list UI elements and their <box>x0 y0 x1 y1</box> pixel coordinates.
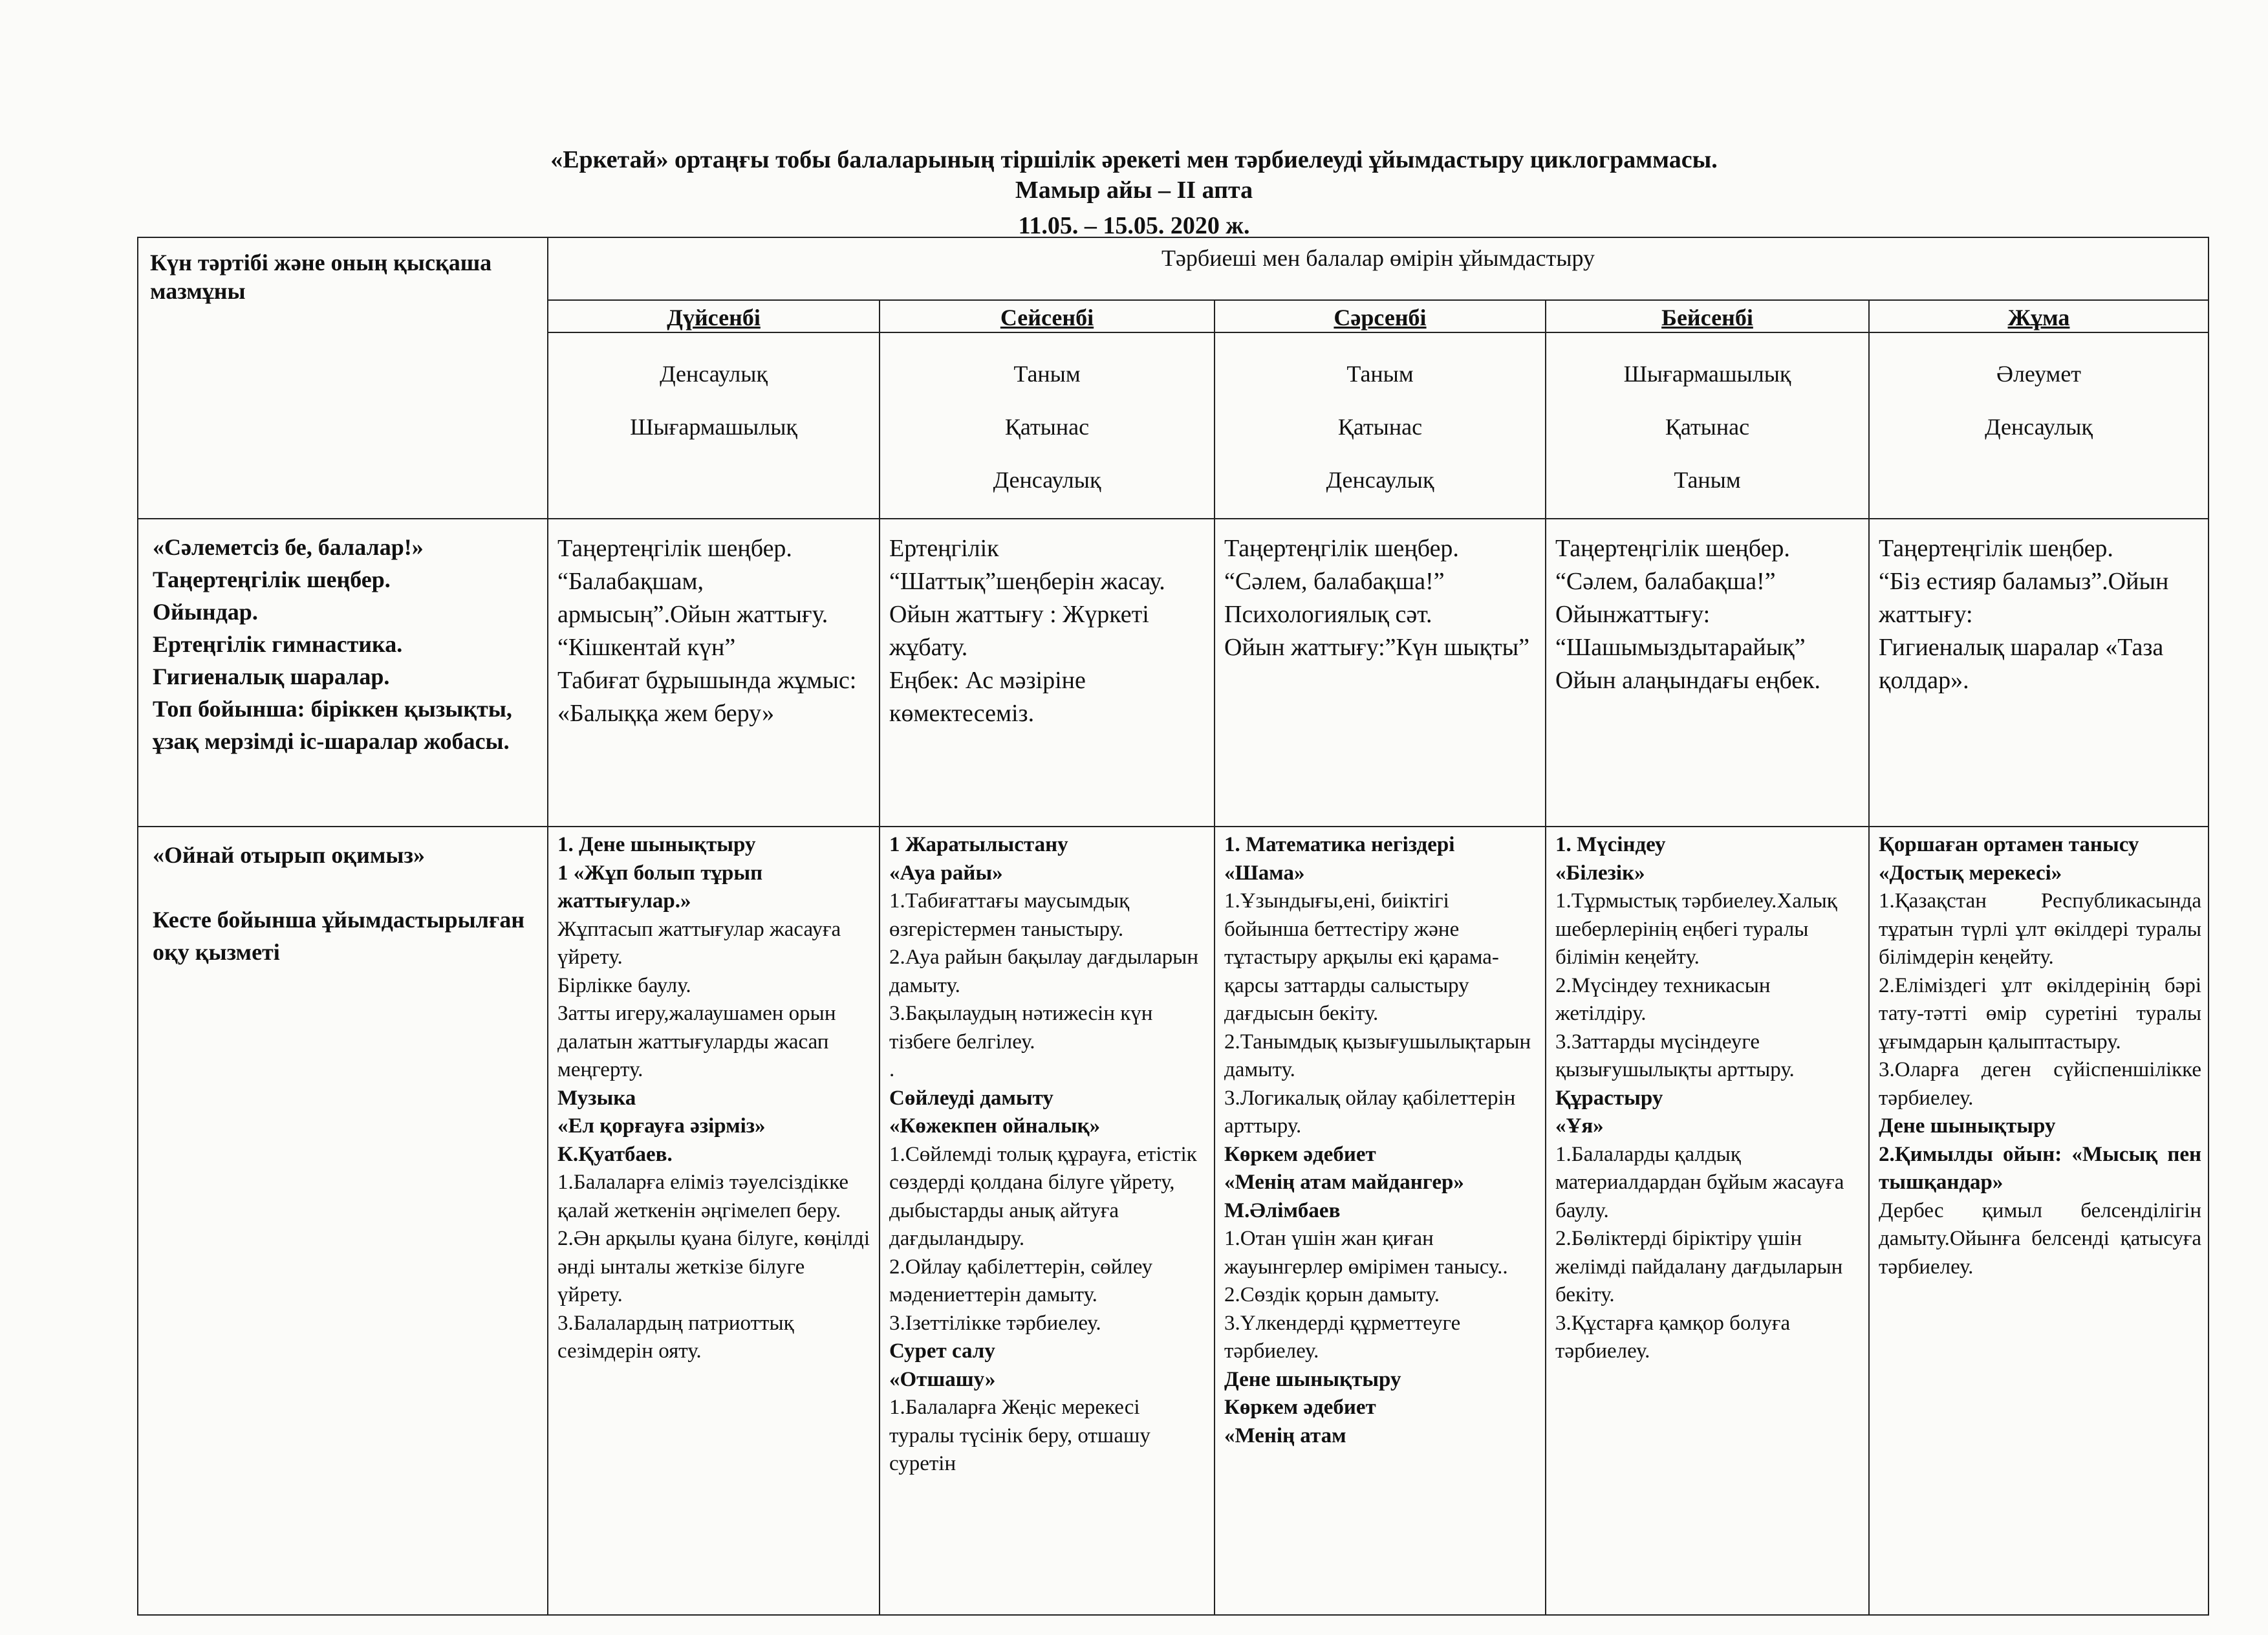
cell-line: Табиғат бұрышында жұмыс: «Балыққа жем беру» <box>557 667 857 727</box>
lesson-heading: «Достық мерекесі» <box>1879 861 2062 885</box>
lesson-heading: 1. Математика негіздері <box>1224 833 1455 856</box>
lesson-line: Жұптасып жаттығулар жасауға үйрету. <box>557 917 841 969</box>
lesson-heading: Көркем әдебиет <box>1224 1396 1376 1419</box>
lessons-monday <box>548 827 879 1370</box>
cell-line: Психологиялық сәт. <box>1224 601 1432 628</box>
lesson-line: Затты игеру,жалаушамен орын далатын жаттығуларды жасап меңгерту. <box>557 1002 836 1081</box>
morning-tuesday <box>880 519 1214 734</box>
lesson-heading: 1. Мүсіндеу <box>1555 833 1666 856</box>
cell-line: Ойындар. <box>153 599 258 625</box>
lesson-line: 1.Тұрмыстық тәрбиелеу.Халық шеберлерінің еңбегі туралы білімін кеңейту. <box>1555 889 1837 969</box>
lessons-wednesday <box>1215 827 1545 1454</box>
lesson-heading: 1 «Жұп болып тұрып жаттығулар.» <box>557 861 763 913</box>
cell-line: Таңертеңгілік шеңбер. <box>1879 535 2113 562</box>
lesson-line: 1.Балаларға Жеңіс мерекесі туралы түсінік беру, отшашу суретін <box>889 1396 1150 1475</box>
areas-wednesday <box>1215 333 1545 495</box>
morning-thursday <box>1546 519 1868 701</box>
cell-line: Таңертеңгілік шеңбер. <box>1555 535 1790 562</box>
cell-line: Таңертеңгілік шеңбер. <box>557 535 792 562</box>
cell-line: Таңертеңгілік шеңбер. <box>1224 535 1459 562</box>
cell-line: Ойынжаттығу: <box>1555 601 1711 628</box>
cell-line: Ойын жаттығу : Жүркеті жұбату. <box>889 601 1149 661</box>
lesson-heading: «Көжекпен ойналық» <box>889 1114 1101 1138</box>
page-subtitle-month: Мамыр айы – ІІ апта <box>1015 177 1253 204</box>
lesson-heading: «Отшашу» <box>889 1367 996 1391</box>
lesson-heading: Музыка <box>557 1086 636 1110</box>
lessons-label-title: «Ойнай отырып оқимыз» <box>153 842 425 868</box>
cell-line: Таным <box>1013 361 1081 387</box>
cell-line: Денсаулық <box>660 361 768 387</box>
cyclogram-table <box>137 237 2209 1616</box>
cell-line: Шығармашылық <box>630 414 797 440</box>
page-title: «Еркетай» ортаңғы тобы балаларының тіршілік әрекеті мен тәрбиелеуді ұйымдастыру циклограммасы. <box>550 146 1718 173</box>
lesson-line: 1.Табиғаттағы маусымдық өзгерістермен таныстыру. <box>889 889 1130 941</box>
lesson-heading: «Шама» <box>1224 861 1305 885</box>
lesson-line: 2.Ән арқылы қуана білуге, көңілді әнді ынталы жеткізе білуге үйрету. <box>557 1227 870 1306</box>
lesson-heading: 2.Қимылды ойын: «Мысық пен тышқандар» <box>1879 1142 2201 1194</box>
lesson-line: 3.Құстарға қамқор болуға тәрбиелеу. <box>1555 1311 1791 1363</box>
lessons-row <box>138 827 2209 1615</box>
lesson-line: 2.Ойлау қабілеттерін, сөйлеу мәдениеттерін дамыту. <box>889 1255 1153 1306</box>
lesson-heading: Құрастыру <box>1555 1086 1663 1110</box>
day-tuesday: Сейсенбі <box>1000 305 1094 330</box>
lesson-heading: «Ел қорғауға әзірміз» К.Қуатбаев. <box>557 1114 766 1166</box>
lesson-line: 1.Ұзындығы,ені, биіктігі бойынша беттестіру және тұтастыру арқылы екі қарама-қарсы заттарды салыстыру дағдысын бекіту. <box>1224 889 1499 1025</box>
morning-label <box>138 519 547 761</box>
day-monday: Дүйсенбі <box>667 305 761 330</box>
lesson-heading: «Ауа райы» <box>889 861 1003 885</box>
cell-line: Гигиеналық шаралар. <box>153 664 390 689</box>
left-header: Күн тәртібі және оның қысқаша мазмұны <box>150 250 492 304</box>
lesson-line: 2.Ауа райын бақылау дағдыларын дамыту. <box>889 946 1199 997</box>
lesson-line: 1.Балаларға еліміз тәуелсіздікке қалай жеткенін әңгімелеп беру. <box>557 1171 849 1222</box>
lesson-line: 3.Бақылаудың нәтижесін күн тізбеге белгілеу. <box>889 1002 1153 1054</box>
areas-monday <box>548 333 879 442</box>
lessons-friday <box>1870 827 2208 1285</box>
top-header-cell <box>548 237 2209 300</box>
cell-line: “Балабақшам, армысың”.Ойын жаттығу. “Кішкентай күн” <box>557 568 828 661</box>
lesson-line: 2.Еліміздегі ұлт өкілдерінің бәрі тату-тәтті өмір суретіні туралы ұғымдарын қалыптастыру. <box>1879 973 2201 1054</box>
cell-line: “Сәлем, балабақша!” <box>1555 568 1776 595</box>
lesson-heading: Қоршаған ортамен танысу <box>1879 833 2139 856</box>
cell-line: Қатынас <box>1665 414 1750 440</box>
lesson-line: Бірлікке баулу. <box>557 973 691 997</box>
areas-friday <box>1870 333 2208 442</box>
lesson-line: 1.Отан үшін жан қиған жауынгерлер өмірімен танысу.. 2.Сөздік қорын дамыту. 3.Үлкендерді құрметтеуге тәрбиелеу. <box>1224 1227 1508 1363</box>
lesson-line: 3.Оларға деген сүйіспеншілікке тәрбиелеу. <box>1879 1058 2201 1110</box>
cell-line: Шығармашылық <box>1623 361 1791 387</box>
cell-line: Әлеумет <box>1996 361 2082 387</box>
lesson-line: 1.Сөйлемді толық құрауға, етістік сөздерді қолдана білуге үйрету, дыбыстарды анық айтуға дағдыландыру. <box>889 1142 1197 1250</box>
lesson-heading: Сөйлеуді дамыту <box>889 1086 1053 1110</box>
lesson-heading: 1 Жаратылыстану <box>889 833 1068 856</box>
lessons-label-sub: Кесте бойынша ұйымдастырылған оқу қызметі <box>153 907 525 965</box>
page-subtitle-dates: 11.05. – 15.05. 2020 ж. <box>1018 212 1250 239</box>
lessons-thursday <box>1546 827 1868 1370</box>
lesson-heading: Көркем әдебиет <box>1224 1142 1376 1166</box>
lessons-tuesday <box>880 827 1214 1482</box>
lesson-line: 3.Заттарды мүсіндеуге қызығушылықты арттыру. <box>1555 1030 1795 1081</box>
lesson-line: 2.Танымдық қызығушылықтарын дамыту. <box>1224 1030 1531 1081</box>
cell-line: Ойын алаңындағы еңбек. <box>1555 667 1821 694</box>
cell-line: Гигиеналық шаралар «Таза қолдар». <box>1879 634 2164 694</box>
lesson-heading: Дене шынықтыру <box>1879 1114 2056 1138</box>
lesson-line: 2.Мүсіндеу техникасын жетілдіру. <box>1555 973 1771 1025</box>
cell-line: Еңбек: Ас мәзіріне көмектесеміз. <box>889 667 1086 727</box>
morning-monday <box>548 519 879 734</box>
lessons-label <box>138 827 547 972</box>
lesson-line: . <box>889 1058 895 1081</box>
cell-line: Таным <box>1674 467 1741 493</box>
cell-line: Денсаулық <box>1985 414 2093 440</box>
cell-line: Ойын жаттығу:”Күн шықты” <box>1224 634 1529 661</box>
lesson-line: Дербес қимыл белсенділігін дамыту.Ойынға белсенді қатысуға тәрбиелеу. <box>1879 1198 2201 1279</box>
cell-line: Ертеңгілік гимнастика. <box>153 631 403 657</box>
lesson-line: 3.Балалардың патриоттық сезімдерін ояту. <box>557 1311 794 1363</box>
lesson-line: 2.Бөліктерді біріктіру үшін желімді пайдалану дағдыларын бекіту. <box>1555 1227 1843 1306</box>
cell-line: «Сәлеметсіз бе, балалар!» <box>153 534 424 560</box>
cell-line: “Сәлем, балабақша!” <box>1224 568 1445 595</box>
lesson-line: 1.Қазақстан Республикасында тұратын түрлі ұлт өкілдері туралы білімдерін кеңейту. <box>1879 889 2201 969</box>
morning-wednesday <box>1215 519 1545 668</box>
lesson-heading: «Менің атам <box>1224 1424 1346 1447</box>
cell-line: Таңертеңгілік шеңбер. <box>153 567 391 592</box>
lesson-line: 3.Ізеттілікке тәрбиелеу. <box>889 1311 1101 1335</box>
top-header: Тәрбиеші мен балалар өмірін ұйымдастыру <box>1161 245 1595 271</box>
cell-line: “Біз естияр баламыз”.Ойын жаттығу: <box>1879 568 2169 628</box>
day-thursday: Бейсенбі <box>1661 305 1753 330</box>
morning-friday <box>1870 519 2208 701</box>
cell-line: “Шашымыздытарайық” <box>1555 634 1806 661</box>
lesson-heading: «Менің атам майдангер» М.Әлімбаев <box>1224 1171 1464 1222</box>
cell-line: Таным <box>1346 361 1414 387</box>
lesson-heading: «Білезік» <box>1555 861 1645 885</box>
cell-line: Топ бойынша: біріккен қызықты, ұзақ мерзімді іс-шаралар жобасы. <box>153 696 512 754</box>
cell-line: Қатынас <box>1337 414 1423 440</box>
lesson-line: 3.Логикалық ойлау қабілеттерін арттыру. <box>1224 1086 1516 1138</box>
left-header-cell <box>138 237 548 519</box>
cell-line: Денсаулық <box>993 467 1101 493</box>
lesson-heading: «Ұя» <box>1555 1114 1604 1138</box>
lesson-line: 1.Балаларды қалдық материалдардан бұйым жасауға баулу. <box>1555 1142 1844 1222</box>
day-friday: Жұма <box>2007 305 2070 330</box>
lesson-heading: Дене шынықтыру <box>1224 1367 1401 1391</box>
morning-row <box>138 519 2209 827</box>
lesson-heading: 1. Дене шынықтыру <box>557 833 756 856</box>
cell-line: Қатынас <box>1004 414 1090 440</box>
lesson-heading: Сурет салу <box>889 1339 995 1363</box>
areas-tuesday <box>880 333 1214 495</box>
day-wednesday: Сәрсенбі <box>1334 305 1427 330</box>
cell-line: Ертеңгілік “Шаттық”шеңберін жасау. <box>889 535 1165 595</box>
areas-thursday <box>1546 333 1868 495</box>
cell-line: Денсаулық <box>1326 467 1434 493</box>
